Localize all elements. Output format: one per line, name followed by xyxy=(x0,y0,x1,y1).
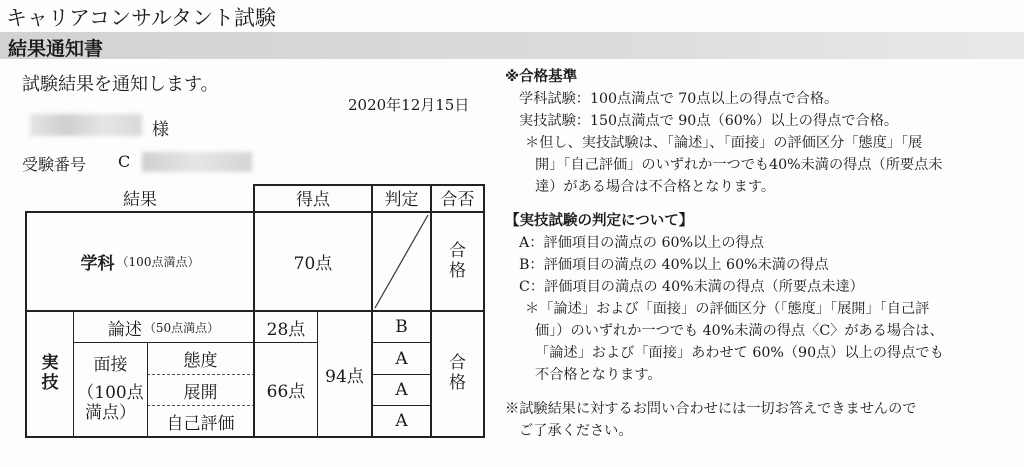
practical-pass-char-2: 格 xyxy=(449,373,466,393)
practical-pass-char-1: 合 xyxy=(449,353,466,374)
essay-label-cell xyxy=(74,312,253,342)
judgment-note-line: 価」）のいずれか一つでも 40%未満の得点〈C〉がある場合は、 xyxy=(535,323,944,339)
criteria-note-line: 開」「自己評価」のいずれか一つでも40%未満の得点（所要点未 xyxy=(535,157,943,173)
result-table xyxy=(25,184,485,437)
essay-grade: B xyxy=(395,317,408,337)
redacted-exam-number xyxy=(142,152,252,172)
issue-date: 2020年12月15日 xyxy=(348,96,470,114)
criteria-note-line: 達）がある場合は不合格となります。 xyxy=(535,179,776,195)
academic-pass-fail xyxy=(432,213,483,310)
judgment-grade-line: C：評価項目の満点の 40%未満の得点（所要点未達） xyxy=(519,279,864,295)
document-type-label: 結果通知書 xyxy=(8,38,104,60)
practical-label xyxy=(27,312,73,436)
judgment-note-line: 不合格となります。 xyxy=(535,367,662,383)
practical-total-score: 94点 xyxy=(325,366,364,387)
inquiry-line: ※試験結果に対するお問い合わせには一切お答えできませんので xyxy=(505,401,917,417)
practical-pass-fail xyxy=(432,312,483,436)
academic-max-score: （100点満点） xyxy=(116,255,200,269)
criteria-line: 実技試験：150点満点で 90点（60%）以上の得点で合格。 xyxy=(519,113,899,129)
criteria-title: ※合格基準 xyxy=(505,69,578,85)
criteria-line: 学科試験：100点満点で 70点以上の得点で合格。 xyxy=(519,91,839,107)
judgment-grade-line: A：評価項目の満点の 60%以上の得点 xyxy=(519,235,764,251)
interview-max-line-1: （100点 xyxy=(77,383,144,404)
intro-text: 試験結果を通知します。 xyxy=(22,74,219,95)
practical-label-char-2: 技 xyxy=(41,373,59,393)
exam-title: キャリアコンサルタント試験 xyxy=(6,6,277,30)
header-result: 結果 xyxy=(123,190,157,210)
self-evaluation-grade: A xyxy=(395,411,408,431)
judgment-title: 【実技試験の判定について】 xyxy=(505,213,694,229)
interview-max-score xyxy=(74,380,147,428)
header-band xyxy=(0,32,1024,59)
interview-label: 面接 xyxy=(93,354,128,375)
academic-score: 70点 xyxy=(293,254,333,274)
interview-max-line-2: 満点） xyxy=(85,403,136,423)
practical-label-char-1: 実 xyxy=(41,353,59,374)
header-score: 得点 xyxy=(296,190,330,210)
academic-label: 学科 xyxy=(80,254,115,274)
essay-max-score: （50点満点） xyxy=(143,320,220,335)
judgment-note-line: 「論述」および「面接」あわせて 60%（90点）以上の得点でも xyxy=(535,345,944,361)
attitude-grade: A xyxy=(395,348,408,369)
criteria-column xyxy=(505,66,1020,442)
academic-label-cell xyxy=(27,213,253,310)
criteria-note-line: ＊但し、実技試験は、「論述」、「面接」の評価区分「態度」「展 xyxy=(525,135,923,151)
honorific: 様 xyxy=(152,120,169,140)
header-judgment: 判定 xyxy=(384,190,419,210)
header-pass-fail: 合否 xyxy=(440,190,475,210)
interview-score: 66点 xyxy=(266,382,306,402)
judgment-grade-line: B：評価項目の満点の 40%以上 60%未満の得点 xyxy=(519,257,829,273)
essay-score: 28点 xyxy=(266,319,306,340)
academic-pass-char-1: 合 xyxy=(449,240,466,261)
essay-label: 論述 xyxy=(107,319,142,340)
interview-item-self-evaluation: 自己評価 xyxy=(166,413,235,434)
judgment-note-line: ＊「論述」および「面接」の評価区分（「態度」「展開」「自己評 xyxy=(525,301,930,317)
empty-judgment-slash xyxy=(373,213,430,310)
interview-item-attitude: 態度 xyxy=(183,351,218,371)
development-grade: A xyxy=(395,380,408,400)
academic-pass-char-2: 格 xyxy=(449,260,466,281)
redacted-name xyxy=(30,114,142,136)
interview-item-development: 展開 xyxy=(183,382,218,403)
exam-number-label: 受験番号 xyxy=(22,155,87,174)
inquiry-line: ご了承ください。 xyxy=(519,423,633,439)
exam-number-prefix: C xyxy=(118,152,131,171)
